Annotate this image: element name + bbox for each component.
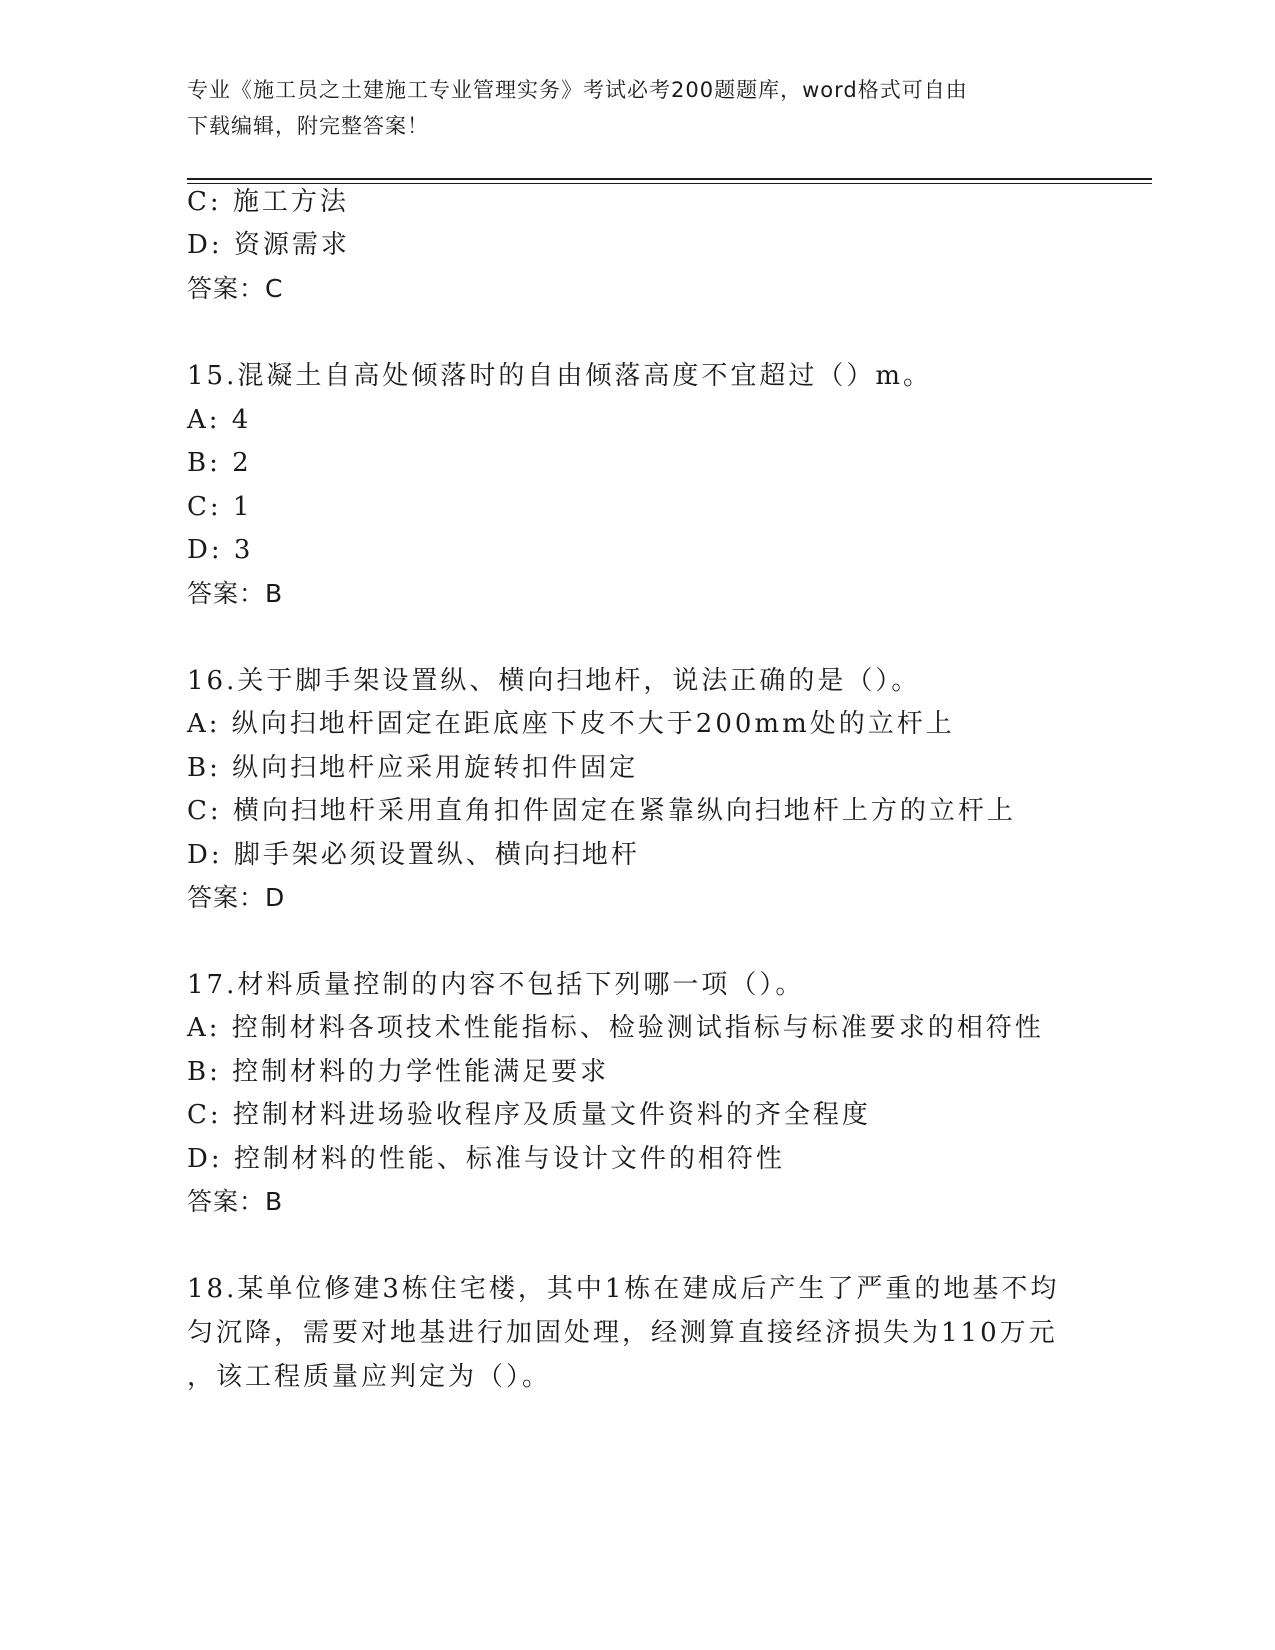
q15-stem: 15.混凝土自高处倾落时的自由倾落高度不宜超过（）m。 — [187, 361, 933, 391]
q14-answer: 答案：C — [187, 274, 284, 303]
q18-stem-line-2: 匀沉降，需要对地基进行加固处理，经测算直接经济损失为110万元 — [187, 1318, 1058, 1348]
header-line-2: 下载编辑，附完整答案！ — [187, 114, 429, 138]
header-rule-thin — [187, 183, 1152, 184]
q14-option-d: D: 资源需求 — [187, 230, 350, 260]
q17-option-c: C: 控制材料进场验收程序及质量文件资料的齐全程度 — [187, 1100, 871, 1130]
q17-stem: 17.材料质量控制的内容不包括下列哪一项（）。 — [187, 970, 805, 1000]
q17-option-a: A: 控制材料各项技术性能指标、检验测试指标与标准要求的相符性 — [187, 1013, 1044, 1043]
q18-stem-line-1: 18.某单位修建3栋住宅楼，其中1栋在建成后产生了严重的地基不均 — [187, 1274, 1060, 1304]
q15-option-c: C: 1 — [187, 492, 253, 522]
q17-option-d: D: 控制材料的性能、标准与设计文件的相符性 — [187, 1144, 785, 1174]
q17-answer: 答案：B — [187, 1187, 284, 1216]
q16-option-c: C: 横向扫地杆采用直角扣件固定在紧靠纵向扫地杆上方的立杆上 — [187, 796, 1016, 826]
q16-option-d: D: 脚手架必须设置纵、横向扫地杆 — [187, 840, 640, 870]
q16-option-b: B: 纵向扫地杆应采用旋转扣件固定 — [187, 753, 639, 783]
q17-option-b: B: 控制材料的力学性能满足要求 — [187, 1057, 610, 1087]
header-rule-thick — [187, 178, 1152, 180]
q14-option-c: C: 施工方法 — [187, 187, 349, 217]
q15-option-d: D: 3 — [187, 535, 254, 565]
q15-answer: 答案：B — [187, 579, 284, 608]
document-header — [187, 72, 1087, 144]
q18-stem-line-3: ，该工程质量应判定为（）。 — [187, 1362, 552, 1392]
q15-option-a: A: 4 — [187, 405, 252, 435]
q16-stem: 16.关于脚手架设置纵、横向扫地杆，说法正确的是（）。 — [187, 666, 921, 696]
q16-answer: 答案：D — [187, 883, 286, 912]
q15-option-b: B: 2 — [187, 448, 252, 478]
q16-option-a: A: 纵向扫地杆固定在距底座下皮不大于200mm处的立杆上 — [187, 709, 955, 739]
header-line-1: 专业《施工员之土建施工专业管理实务》考试必考200题题库，word格式可自由 — [187, 78, 968, 102]
